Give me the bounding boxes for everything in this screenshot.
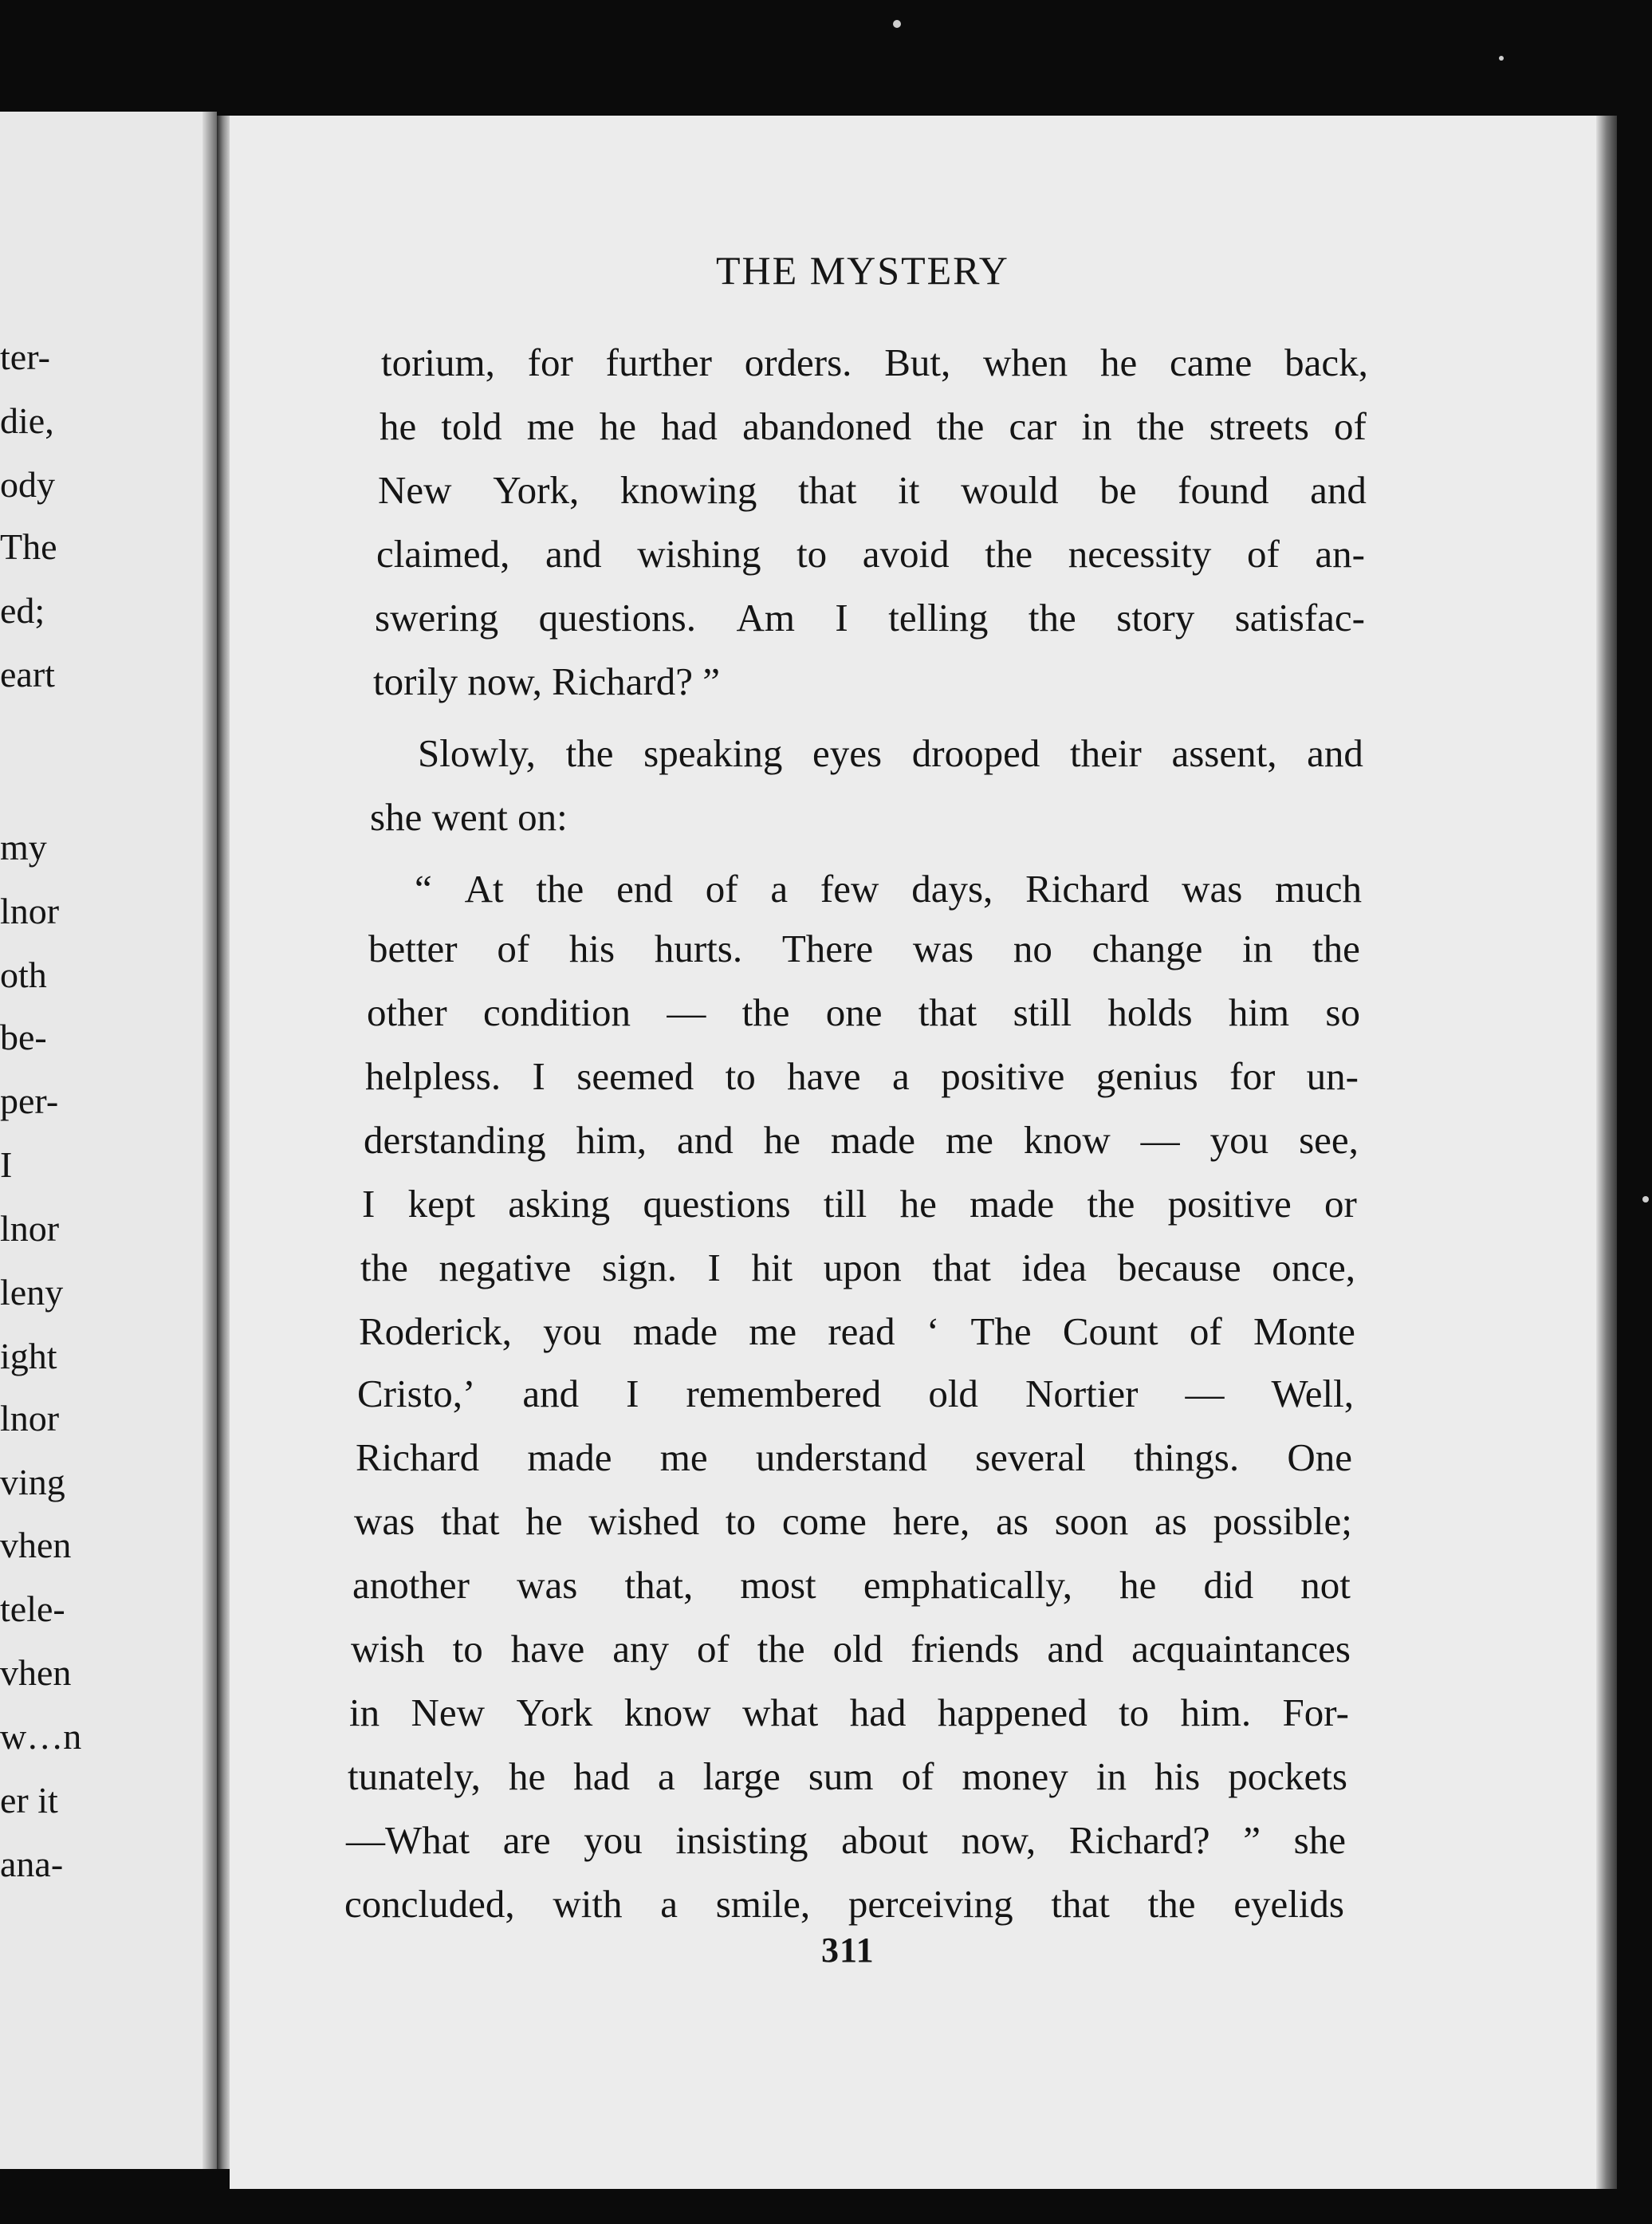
left-line-fragment: die, [0,400,54,441]
body-text-line: —What are you insisting about now, Richard? ” she [346,1818,1346,1862]
body-text-line: Cristo,’ and I remembered old Nortier — Well, [357,1372,1354,1415]
body-text-line: torium, for further orders. But, when he came back, [381,340,1368,384]
left-line-fragment: my [0,827,47,868]
body-text-line: helpless. I seemed to have a positive genius for un- [365,1054,1359,1098]
body-text-line: claimed, and wishing to avoid the necessity of an- [376,532,1365,576]
body-text-line: swering questions. Am I telling the story satisfac- [375,596,1365,640]
body-text-line: Slowly, the speaking eyes drooped their assent, and [418,731,1363,775]
left-line-fragment: oth [0,955,47,995]
left-line-fragment: leny [0,1272,64,1313]
left-line-fragment: lnor [0,1208,60,1249]
left-line-fragment: tele- [0,1588,65,1629]
book-gutter [217,116,230,2169]
body-text-line: “ At the end of a few days, Richard was much [415,867,1362,911]
left-line-fragment: lnor [0,891,60,931]
body-text-line: she went on: [370,795,568,839]
body-text-line: in New York know what had happened to him. For- [349,1691,1349,1734]
left-line-fragment: ody [0,464,55,505]
left-page-edge [203,112,217,2169]
speck [893,20,901,28]
body-text-line: other condition — the one that still holds him so [367,990,1360,1034]
body-text-line: Richard made me understand several things. One [356,1435,1352,1479]
left-line-fragment: ana- [0,1844,64,1884]
left-line-fragment: be- [0,1017,47,1057]
running-head: THE MYSTERY [716,248,1009,293]
body-text-line: was that he wished to come here, as soon as possible; [354,1499,1352,1543]
body-text-line: derstanding him, and he made me know — you see, [364,1118,1359,1162]
left-line-fragment: ter- [0,337,50,377]
left-line-fragment: vhen [0,1525,72,1565]
right-page-edge [1596,116,1617,2189]
body-text-line: New York, knowing that it would be found and [378,468,1367,512]
speck [1499,56,1504,61]
left-line-fragment: I [0,1144,13,1185]
left-page [0,112,217,2169]
left-line-fragment: w…n [0,1716,82,1757]
body-text-line: tunately, he had a large sum of money in his pockets [348,1754,1347,1798]
body-text-line: concluded, with a smile, perceiving that the eyelids [344,1882,1344,1926]
body-text-line: I kept asking questions till he made the positive or [362,1182,1357,1226]
body-text-line: he told me he had abandoned the car in the streets of [380,404,1367,448]
left-line-fragment: per- [0,1081,59,1121]
page-number: 311 [821,1931,875,1970]
body-text-line: the negative sign. I hit upon that idea because once, [360,1246,1355,1289]
left-line-fragment: lnor [0,1398,60,1439]
body-text-line: wish to have any of the old friends and acquaintances [351,1627,1351,1671]
left-line-fragment: er it [0,1780,58,1821]
left-line-fragment: ed; [0,590,45,631]
speck [1642,1196,1649,1203]
left-line-fragment: ight [0,1336,57,1376]
left-line-fragment: The [0,526,57,567]
left-line-fragment: vhen [0,1652,72,1693]
body-text-line: better of his hurts. There was no change in the [368,927,1360,970]
body-text-line: another was that, most emphatically, he did not [352,1563,1351,1607]
left-line-fragment: ving [0,1462,65,1502]
body-text-line: torily now, Richard? ” [373,659,720,703]
left-line-fragment: eart [0,654,55,695]
body-text-line: Roderick, you made me read ‘ The Count of Monte [359,1309,1355,1353]
